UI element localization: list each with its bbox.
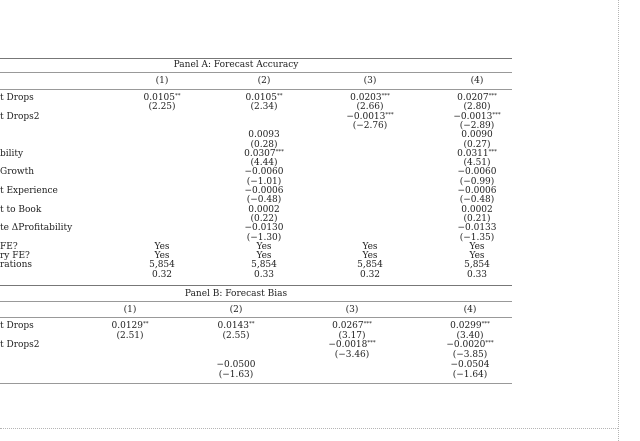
panel-a-cell xyxy=(467,270,487,280)
cell-value: Yes xyxy=(154,241,170,252)
cell-value: 0.33 xyxy=(466,269,488,280)
dotted-frame-bottom xyxy=(0,428,618,429)
panel-a-col-header: (2) xyxy=(257,76,271,86)
panel-b-header-rule xyxy=(0,317,512,318)
cell-value: 0.0267 xyxy=(332,321,364,331)
cell-value: −0.0504 xyxy=(450,359,490,370)
cell-value: Yes xyxy=(256,251,272,262)
panel-b-cell xyxy=(450,360,489,370)
cell-value: 0.32 xyxy=(151,269,173,280)
cell-value: −0.0006 xyxy=(244,186,284,196)
row-panel-a-label: Growth xyxy=(0,167,35,178)
significance-stars: *** xyxy=(275,148,284,155)
cell-value: (0.21) xyxy=(463,213,491,224)
cell-value: (2.25) xyxy=(148,102,176,113)
top-rule xyxy=(0,58,512,59)
cell-value: −0.0013 xyxy=(346,111,386,122)
panel-b-cell xyxy=(116,331,143,341)
cell-value: −0.0006 xyxy=(457,186,497,196)
cell-value: 5,854 xyxy=(464,260,490,271)
panel-b-cell xyxy=(450,321,490,331)
cell-value: (2.51) xyxy=(116,330,144,341)
cell-value: 5,854 xyxy=(251,260,277,271)
panel-b-cell xyxy=(112,321,149,331)
cell-value: Yes xyxy=(362,251,378,262)
panel-b-cell xyxy=(453,370,488,380)
cell-value: −0.0020 xyxy=(446,340,486,351)
cell-value: (−1.30) xyxy=(246,232,282,243)
panel-a-cell xyxy=(360,270,380,280)
panel-b-col-header: (1) xyxy=(123,305,137,315)
cell-value: (−1.35) xyxy=(459,232,495,243)
panel-a-col-header: (4) xyxy=(470,76,484,86)
cell-value: (4.44) xyxy=(250,158,278,169)
cell-value: (4.51) xyxy=(463,158,491,169)
cell-value: 0.0093 xyxy=(248,130,280,141)
panel-b-cell xyxy=(338,331,365,341)
cell-value: −0.0060 xyxy=(244,167,284,178)
cell-value: −0.0133 xyxy=(457,223,497,234)
panel-a-col-header: (3) xyxy=(363,76,377,86)
panel-b-col-header: (4) xyxy=(463,305,477,315)
cell-value: 0.33 xyxy=(253,269,275,280)
significance-stars: ** xyxy=(249,321,255,327)
panel-b-cell xyxy=(335,350,370,360)
significance-stars: *** xyxy=(481,321,490,327)
cell-value: (−0.99) xyxy=(459,176,495,187)
row-panel-a-label: t Drops xyxy=(0,93,34,103)
cell-value: Yes xyxy=(469,241,485,252)
cell-value: 5,854 xyxy=(149,260,175,271)
row-panel-a-label: te ΔProfitability xyxy=(0,223,73,234)
panel-b-col-header: (3) xyxy=(345,305,359,315)
panel-a-cell xyxy=(254,270,274,280)
cell-value: −0.0500 xyxy=(216,359,256,370)
row-panel-a-label: FE? xyxy=(0,241,18,252)
cell-value: 0.0307 xyxy=(244,148,276,159)
cell-value: (0.27) xyxy=(463,139,491,150)
cell-value: (3.40) xyxy=(456,330,484,341)
row-panel-b-label: t Drops2 xyxy=(0,340,40,351)
panel-b-col-header: (2) xyxy=(229,305,243,315)
cell-value: (3.17) xyxy=(338,330,366,341)
significance-stars: *** xyxy=(488,93,497,99)
panel-b-cell xyxy=(328,340,375,350)
row-panel-a-label: bility xyxy=(0,148,24,159)
cell-value: (0.22) xyxy=(250,213,278,224)
panel-b-title-rule xyxy=(0,301,512,302)
panel-b-cell xyxy=(219,370,254,380)
cell-value: (−2.89) xyxy=(459,120,495,131)
significance-stars: *** xyxy=(385,111,394,118)
cell-value: (−1.64) xyxy=(452,369,488,380)
panel-b-cell xyxy=(453,350,488,360)
cell-value: Yes xyxy=(256,241,272,252)
cell-value: (−3.46) xyxy=(334,350,370,361)
cell-value: 0.0203 xyxy=(350,93,382,103)
significance-stars: *** xyxy=(381,93,390,99)
cell-value: 0.0207 xyxy=(457,93,489,103)
cell-value: Yes xyxy=(362,241,378,252)
panel-a-title: Panel A: Forecast Accuracy xyxy=(173,60,299,70)
panel-b-cell xyxy=(446,340,493,350)
dotted-frame-right xyxy=(618,0,619,441)
significance-stars: *** xyxy=(488,148,497,155)
row-panel-a-label: t Drops2 xyxy=(0,111,40,122)
panel-b-cell xyxy=(222,331,249,341)
cell-value: 5,854 xyxy=(357,260,383,271)
panel-a-cell xyxy=(152,270,172,280)
cell-value: (2.55) xyxy=(222,330,250,341)
panel-a-col-header: (1) xyxy=(155,76,169,86)
cell-value: 0.0105 xyxy=(245,93,277,103)
significance-stars: ** xyxy=(175,93,181,99)
cell-value: 0.0002 xyxy=(248,204,280,215)
cell-value: (−3.85) xyxy=(452,350,488,361)
row-panel-b-label: t Drops xyxy=(0,321,34,331)
panel-a-header-rule xyxy=(0,89,512,90)
panel-b-cell xyxy=(456,331,483,341)
cell-value: (2.34) xyxy=(250,102,278,113)
cell-value: (−1.01) xyxy=(246,176,282,187)
cell-value: 0.0090 xyxy=(461,130,493,141)
cell-value: Yes xyxy=(469,251,485,262)
panel-b-cell xyxy=(218,321,255,331)
panel-b-cell xyxy=(332,321,372,331)
cell-value: 0.32 xyxy=(359,269,381,280)
cell-value: −0.0060 xyxy=(457,167,497,178)
cell-value: (−2.76) xyxy=(352,120,388,131)
cell-value: 0.0002 xyxy=(461,204,493,215)
regression-table xyxy=(0,58,512,384)
significance-stars: *** xyxy=(492,111,501,118)
cell-value: −0.0018 xyxy=(328,340,368,351)
cell-value: 0.0129 xyxy=(111,321,143,331)
panel-b-title: Panel B: Forecast Bias xyxy=(184,289,288,299)
cell-value: 0.0311 xyxy=(457,148,489,159)
cell-value: (−0.48) xyxy=(459,195,495,206)
cell-value: (−1.63) xyxy=(218,369,254,380)
cell-value: Yes xyxy=(154,251,170,262)
significance-stars: *** xyxy=(485,340,494,347)
significance-stars: ** xyxy=(277,93,283,99)
cell-value: −0.0013 xyxy=(453,111,493,122)
cell-value: 0.0299 xyxy=(450,321,482,331)
cell-value: 0.0105 xyxy=(143,93,175,103)
panel-separator-rule xyxy=(0,285,512,286)
significance-stars: *** xyxy=(363,321,372,327)
panel-a-cell xyxy=(353,121,388,131)
row-panel-a-label: ry FE? xyxy=(0,251,30,262)
cell-value: 0.0143 xyxy=(217,321,249,331)
row-panel-a-label: t Experience xyxy=(0,186,58,196)
cell-value: (0.28) xyxy=(250,139,278,150)
cell-value: −0.0130 xyxy=(244,223,284,234)
row-panel-a-label: rations xyxy=(0,260,32,271)
panel-a-cell xyxy=(250,102,277,112)
cell-value: (2.66) xyxy=(356,102,384,113)
row-panel-a-label: t to Book xyxy=(0,204,42,215)
significance-stars: ** xyxy=(143,321,149,327)
significance-stars: *** xyxy=(367,340,376,347)
cell-value: (−0.48) xyxy=(246,195,282,206)
panel-a-cell xyxy=(148,102,175,112)
bottom-rule xyxy=(0,383,512,384)
panel-a-title-rule xyxy=(0,72,512,73)
cell-value: (2.80) xyxy=(463,102,491,113)
panel-b-cell xyxy=(216,360,255,370)
